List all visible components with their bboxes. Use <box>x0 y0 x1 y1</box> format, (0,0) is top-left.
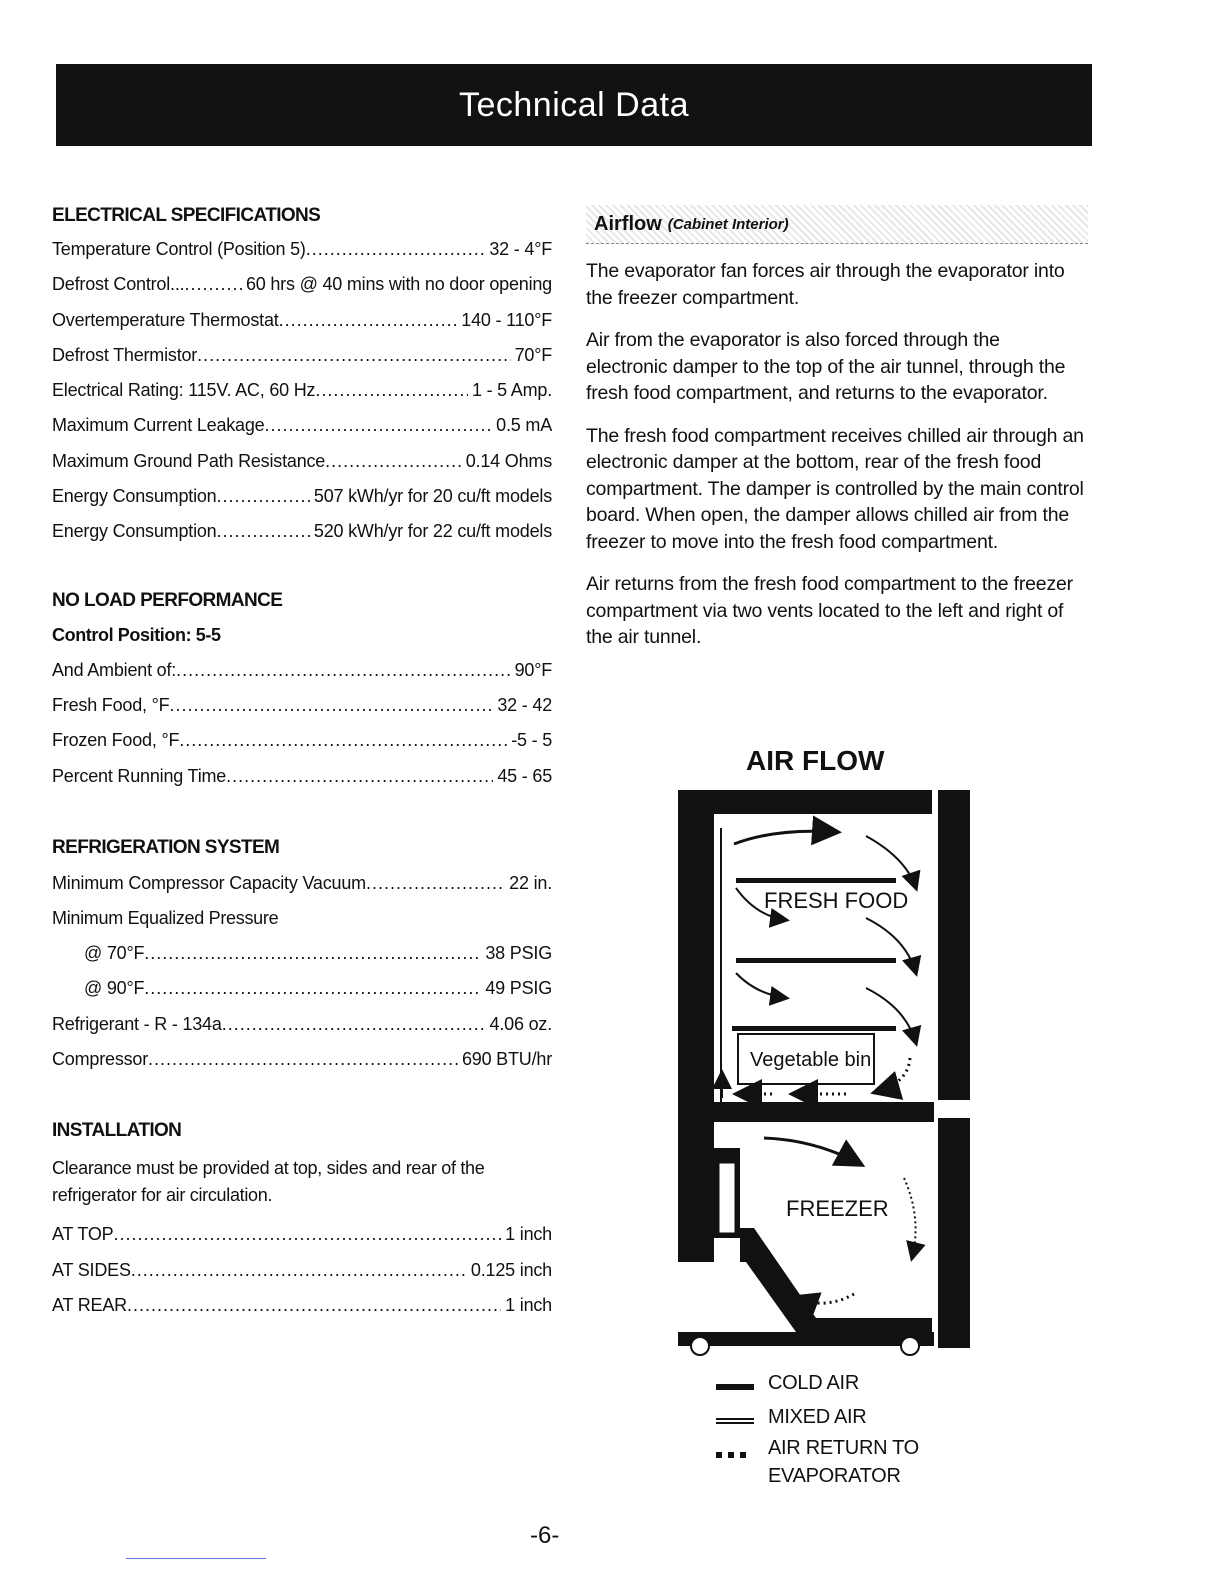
spec-row <box>52 373 552 408</box>
installation-specs <box>52 1217 552 1323</box>
legend-cold-air-label: COLD AIR <box>768 1372 859 1394</box>
spec-row <box>52 444 552 479</box>
control-position: Control Position: 5-5 <box>52 624 221 645</box>
airflow-paragraph: The evaporator fan forces air through the evaporator into the freezer compartment. <box>586 260 1065 309</box>
leader-dots <box>179 723 507 758</box>
spec-value: 0.14 Ohms <box>465 450 552 471</box>
leader-dots <box>315 373 468 408</box>
spec-value: 22 in. <box>509 872 552 893</box>
vegetable-bin-label: Vegetable bin <box>750 1049 872 1071</box>
cold-air-arrow <box>734 831 836 844</box>
no-load-specs <box>52 653 552 794</box>
spec-label: Maximum Ground Path Resistance <box>52 450 326 471</box>
spec-row <box>52 267 552 302</box>
spec-label: Overtemperature Thermostat <box>52 309 279 330</box>
legend-return-air <box>716 1437 928 1487</box>
spec-row <box>52 688 552 723</box>
spec-label: Energy Consumption <box>52 521 217 542</box>
refrigeration-title: REFRIGERATION SYSTEM <box>52 836 280 858</box>
electrical-specs <box>52 232 552 550</box>
leader-dots <box>222 1007 486 1042</box>
airflow-paragraph: Air returns from the fresh food compartment to the freezer compartment via two vents located to the left and right of the air tunnel. <box>586 573 1073 648</box>
spec-value: 1 inch <box>505 1224 552 1245</box>
leader-dots <box>217 514 310 549</box>
spec-value: 70°F <box>514 344 552 365</box>
return-air-swatch <box>716 1452 756 1460</box>
spec-label: Minimum Compressor Capacity Vacuum <box>52 872 366 893</box>
spec-label: AT SIDES <box>52 1259 131 1280</box>
cabinet-bottom <box>678 1332 934 1346</box>
cold-air-arrow <box>764 1138 860 1164</box>
leader-dots <box>217 479 310 514</box>
airflow-column <box>586 205 1086 651</box>
compartment-divider <box>714 1102 934 1122</box>
spec-value: 140 - 110°F <box>461 309 552 330</box>
return-air-arrow <box>876 1058 910 1092</box>
spec-label: @ 90°F <box>84 978 145 999</box>
spec-row <box>52 1217 552 1252</box>
spec-label: AT REAR <box>52 1294 127 1315</box>
spec-row <box>52 338 552 373</box>
page-number: -6- <box>530 1522 560 1549</box>
spec-value: 0.5 mA <box>496 415 552 436</box>
airflow-paragraph: Air from the evaporator is also forced through the electronic damper to the top of the air tunnel, through the fresh food compartment, and returns to the evaporator. <box>586 329 1066 404</box>
spec-value: 49 PSIG <box>485 978 552 999</box>
mixed-air-swatch <box>716 1418 756 1426</box>
spec-value: 90°F <box>514 659 552 680</box>
spec-value: 0.125 inch <box>470 1259 552 1280</box>
mixed-air-arrow <box>736 973 786 998</box>
leader-dots <box>144 936 481 971</box>
spec-label: And Ambient of: <box>52 659 177 680</box>
spec-label: Maximum Current Leakage <box>52 415 265 436</box>
leader-dots <box>176 653 510 688</box>
spec-row <box>52 1042 552 1077</box>
spec-value: 32 - 42 <box>497 694 552 715</box>
spec-label: Energy Consumption <box>52 486 217 507</box>
shelf <box>736 958 896 963</box>
refrigerant-specs <box>52 1007 552 1078</box>
freezer-label: FREEZER <box>786 1196 889 1221</box>
spec-row <box>52 408 552 443</box>
leader-dots <box>226 759 493 794</box>
air-flow-diagram <box>676 788 976 1360</box>
fresh-food-label: FRESH FOOD <box>764 888 909 913</box>
spec-row <box>52 866 552 901</box>
spec-row <box>52 1288 552 1323</box>
spec-label: Defrost Thermistor <box>52 344 198 365</box>
spec-row <box>52 723 552 758</box>
spec-row <box>52 479 552 514</box>
equalized-pressure-label: Minimum Equalized Pressure <box>52 908 279 929</box>
leader-dots <box>325 444 462 479</box>
page-title-banner <box>56 64 1092 146</box>
airflow-heading-text: Airflow <box>594 212 662 235</box>
shelf <box>736 878 896 883</box>
evaporator-tube <box>718 1162 736 1234</box>
spec-value: -5 - 5 <box>511 730 552 751</box>
footer-rule <box>126 1558 266 1559</box>
spec-value: 1 - 5 Amp. <box>471 380 552 401</box>
leader-dots <box>169 688 493 723</box>
spec-value: 4.06 oz. <box>489 1013 552 1034</box>
spec-label: Defrost Control... <box>52 274 185 295</box>
spec-row <box>52 653 552 688</box>
spec-value: 520 kWh/yr for 22 cu/ft models <box>313 521 552 542</box>
spec-value: 32 - 4°F <box>489 239 552 259</box>
spec-row <box>52 1007 552 1042</box>
leader-dots <box>127 1288 501 1323</box>
spec-row <box>52 936 552 971</box>
specs-column <box>52 200 552 1323</box>
leader-dots <box>148 1042 458 1077</box>
door-right-lower <box>938 1118 970 1348</box>
spec-label: Refrigerant - R - 134a <box>52 1013 222 1034</box>
spec-row <box>52 232 552 267</box>
diagram-title: AIR FLOW <box>746 745 885 776</box>
spec-label: Frozen Food, °F <box>52 730 180 751</box>
leader-dots <box>366 866 505 901</box>
spec-row <box>52 514 552 549</box>
spec-label: AT TOP <box>52 1224 114 1245</box>
spec-value: 690 BTU/hr <box>461 1049 552 1070</box>
electrical-title: ELECTRICAL SPECIFICATIONS <box>52 205 321 226</box>
refrigeration-specs <box>52 866 552 901</box>
return-air-arrow <box>904 1178 916 1258</box>
cabinet-top-wall <box>678 790 932 814</box>
no-load-title: NO LOAD PERFORMANCE <box>52 589 283 611</box>
installation-title: INSTALLATION <box>52 1120 182 1142</box>
spec-row <box>52 1253 552 1288</box>
leader-dots <box>184 267 241 302</box>
spec-label: @ 70°F <box>84 943 145 964</box>
legend-cold-air <box>716 1372 928 1406</box>
spec-row <box>52 971 552 1006</box>
door-right <box>938 790 970 1100</box>
wheel <box>691 1337 709 1355</box>
leader-dots <box>114 1217 502 1252</box>
spec-value: 45 - 65 <box>497 765 552 786</box>
leader-dots <box>279 303 458 338</box>
airflow-heading-sub: (Cabinet Interior) <box>667 215 789 233</box>
page-title: Technical Data <box>458 85 689 124</box>
spec-value: 507 kWh/yr for 20 cu/ft models <box>313 486 552 507</box>
leader-dots <box>197 338 510 373</box>
spec-value: 60 hrs @ 40 mins with no door opening <box>245 274 552 295</box>
spec-value: 1 inch <box>505 1294 552 1315</box>
freezer-floor <box>678 1228 932 1346</box>
legend-return-air-label: AIR RETURN TO EVAPORATOR <box>768 1437 919 1487</box>
spec-row <box>52 303 552 338</box>
installation-text: Clearance must be provided at top, sides and rear of the refrigerator for air circulation. <box>52 1158 485 1206</box>
spec-label: Temperature Control (Position 5) <box>52 239 306 259</box>
spec-label: Fresh Food, °F <box>52 694 170 715</box>
leader-dots <box>144 971 481 1006</box>
diagram-legend <box>716 1372 928 1487</box>
wheel <box>901 1337 919 1355</box>
leader-dots <box>306 232 486 267</box>
spec-value: 38 PSIG <box>485 943 552 964</box>
freezer-back-wall <box>678 1122 714 1262</box>
spec-label: Electrical Rating: 115V. AC, 60 Hz <box>52 380 316 401</box>
leader-dots <box>265 408 493 443</box>
shelf <box>732 1026 896 1031</box>
cold-air-swatch <box>716 1384 756 1392</box>
airflow-heading <box>586 205 1088 244</box>
pressure-specs <box>52 936 552 1007</box>
spec-label: Percent Running Time <box>52 765 227 786</box>
legend-mixed-air-label: MIXED AIR <box>768 1406 867 1428</box>
mixed-air-arrow <box>866 918 916 973</box>
spec-row <box>52 759 552 794</box>
leader-dots <box>131 1253 467 1288</box>
airflow-paragraph: The fresh food compartment receives chilled air through an electronic damper at the bottom, rear of the fresh food compartment. The damper is controlled by the main control board. When open, the damper allows chilled air from the freezer to move into the fresh food compartment. <box>586 424 1084 553</box>
spec-label: Compressor <box>52 1049 149 1070</box>
